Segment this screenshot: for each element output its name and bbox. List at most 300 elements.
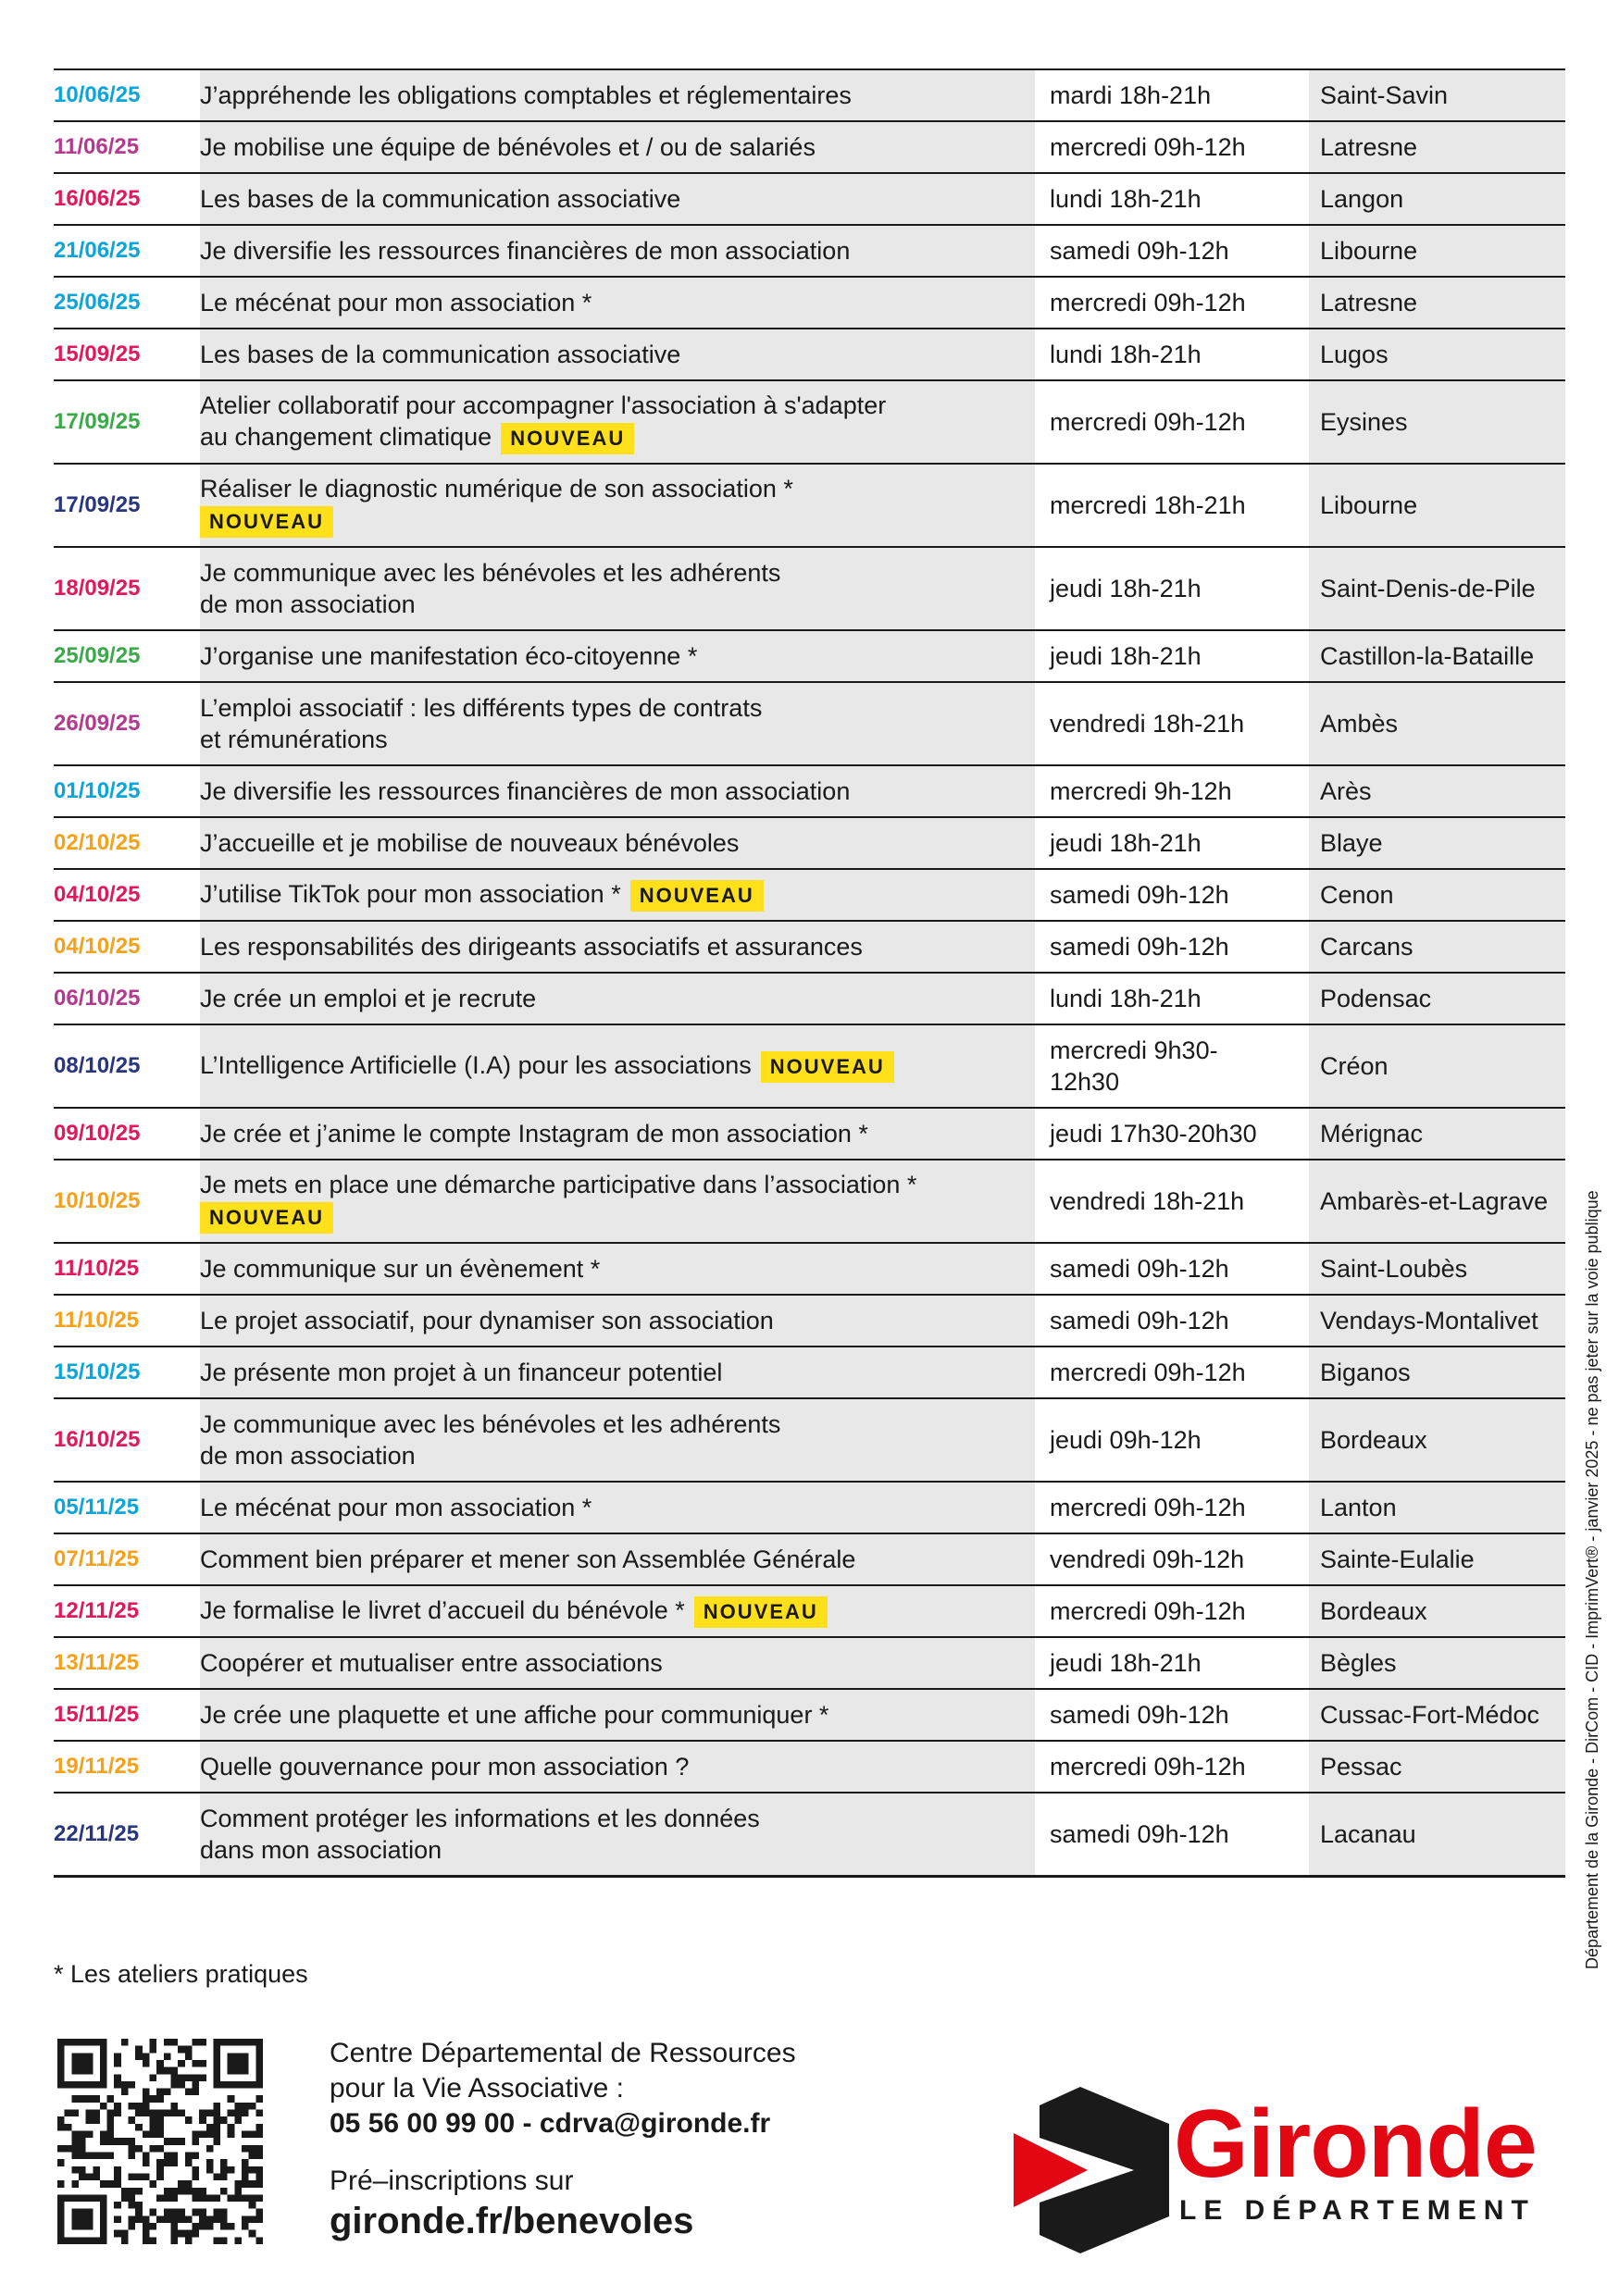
session-place: Libourne <box>1309 465 1565 546</box>
qr-module <box>150 2223 157 2230</box>
qr-module <box>71 2145 79 2153</box>
session-time: jeudi 18h-21h <box>1050 1649 1202 1677</box>
session-title-line2: et rémunérations <box>200 726 388 753</box>
qr-module <box>242 2110 249 2117</box>
qr-module <box>129 2173 136 2180</box>
qr-module <box>71 2095 79 2103</box>
session-title: Le projet associatif, pour dynamiser son association <box>200 1307 774 1334</box>
qr-module <box>79 2095 86 2103</box>
qr-module <box>107 2095 115 2103</box>
session-place: Eysines <box>1309 381 1565 463</box>
qr-module <box>234 2180 242 2188</box>
qr-module <box>192 2039 199 2046</box>
qr-module <box>65 2145 72 2153</box>
session-time: lundi 18h-21h <box>1050 985 1202 1012</box>
qr-module <box>129 2152 136 2159</box>
qr-module <box>192 2081 199 2089</box>
session-time: samedi 09h-12h <box>1050 1701 1229 1729</box>
session-place: Bordeaux <box>1309 1586 1565 1636</box>
table-row <box>54 1688 1565 1740</box>
qr-module <box>170 2110 178 2117</box>
qr-module <box>255 2237 263 2244</box>
qr-module <box>114 2053 121 2060</box>
qr-module <box>255 2215 263 2223</box>
session-title: Le mécénat pour mon association * <box>200 1494 592 1521</box>
session-place: Sainte-Eulalie <box>1309 1534 1565 1584</box>
qr-module <box>192 2166 199 2174</box>
table-row <box>54 1636 1565 1688</box>
table-row <box>54 972 1565 1024</box>
qr-module <box>121 2237 129 2244</box>
session-date: 11/10/25 <box>54 1244 200 1294</box>
qr-module <box>185 2188 193 2195</box>
session-time: jeudi 18h-21h <box>1050 829 1202 857</box>
qr-module <box>170 2209 178 2216</box>
qr-module <box>213 2194 220 2202</box>
qr-module <box>150 2131 157 2139</box>
qr-module <box>143 2110 150 2117</box>
qr-module <box>185 2230 193 2238</box>
qr-module <box>79 2166 86 2174</box>
qr-module <box>150 2209 157 2216</box>
qr-module <box>213 2131 220 2139</box>
qr-module <box>135 2215 143 2223</box>
qr-module <box>135 2103 143 2110</box>
qr-module <box>129 2194 136 2202</box>
session-title-cell <box>200 329 1040 379</box>
qr-module <box>164 2159 171 2166</box>
session-title-cell <box>200 1586 1040 1636</box>
qr-module <box>79 2138 86 2145</box>
qr-module <box>234 2194 242 2202</box>
qr-module <box>178 2046 185 2054</box>
table-row <box>54 1242 1565 1294</box>
session-date: 25/09/25 <box>54 631 200 681</box>
session-time-cell <box>1040 381 1309 463</box>
qr-module <box>93 2173 100 2180</box>
session-place: Mérignac <box>1309 1109 1565 1159</box>
qr-module <box>213 2124 220 2131</box>
qr-module <box>135 2202 143 2209</box>
qr-module <box>206 2131 214 2139</box>
session-place: Ambarès-et-Lagrave <box>1309 1160 1565 1242</box>
qr-module <box>242 2145 249 2153</box>
qr-module <box>71 2110 79 2117</box>
logo-word: Gironde <box>1174 2091 1537 2198</box>
session-time: vendredi 18h-21h <box>1050 710 1245 738</box>
qr-module <box>192 2131 199 2139</box>
table-row <box>54 868 1565 920</box>
session-place: Cussac-Fort-Médoc <box>1309 1690 1565 1740</box>
session-place: Langon <box>1309 174 1565 224</box>
session-time: samedi 09h-12h <box>1050 933 1229 961</box>
qr-module <box>150 2095 157 2103</box>
new-badge: NOUVEAU <box>694 1596 828 1628</box>
schedule-table <box>54 68 1565 1878</box>
qr-module <box>86 2131 93 2139</box>
qr-module <box>170 2215 178 2223</box>
session-title-cell <box>200 122 1040 172</box>
session-time: mercredi 09h-12h <box>1050 289 1246 316</box>
qr-module <box>79 2152 86 2159</box>
session-place: Vendays-Montalivet <box>1309 1296 1565 1346</box>
session-title: Coopérer et mutualiser entre associations <box>200 1649 663 1677</box>
qr-module <box>192 2188 199 2195</box>
session-date: 16/10/25 <box>54 1399 200 1481</box>
session-title: L’Intelligence Artificielle (I.A) pour les associations <box>200 1051 752 1080</box>
qr-module <box>121 2089 129 2096</box>
session-title-line2: de mon association <box>200 1442 416 1470</box>
qr-module <box>164 2152 171 2159</box>
session-title: J’appréhende les obligations comptables et réglementaires <box>200 81 852 109</box>
qr-module <box>57 2159 65 2166</box>
qr-module <box>150 2180 157 2188</box>
qr-module <box>129 2188 136 2195</box>
session-title: Les bases de la communication associative <box>200 185 681 213</box>
qr-module <box>185 2237 193 2244</box>
qr-module <box>234 2237 242 2244</box>
table-row <box>54 1346 1565 1397</box>
qr-module <box>71 2166 79 2174</box>
qr-module <box>192 2060 199 2067</box>
session-place: Bègles <box>1309 1638 1565 1688</box>
qr-module <box>170 2188 178 2195</box>
qr-module <box>170 2074 178 2081</box>
table-row <box>54 276 1565 328</box>
session-time-cell <box>1040 1793 1309 1875</box>
qr-module <box>255 2152 263 2159</box>
qr-module <box>185 2074 193 2081</box>
session-place: Lacanau <box>1309 1793 1565 1875</box>
session-title-cell <box>200 465 1040 546</box>
qr-code[interactable] <box>57 2039 263 2244</box>
session-title: Je présente mon projet à un financeur potentiel <box>200 1359 723 1386</box>
session-time-cell <box>1040 70 1309 120</box>
qr-module <box>213 2215 220 2223</box>
qr-module <box>220 2209 228 2216</box>
session-title: Je diversifie les ressources financières de mon association <box>200 777 851 805</box>
session-time-cell <box>1040 548 1309 629</box>
qr-module <box>234 2103 242 2110</box>
qr-module <box>57 2145 65 2153</box>
table-row <box>54 328 1565 379</box>
new-badge: NOUVEAU <box>200 506 333 538</box>
session-date: 15/11/25 <box>54 1690 200 1740</box>
qr-module <box>199 2110 206 2117</box>
qr-module <box>156 2166 164 2174</box>
qr-module <box>255 2194 263 2202</box>
qr-module <box>93 2110 100 2117</box>
session-date: 07/11/25 <box>54 1534 200 1584</box>
qr-module <box>213 2116 220 2124</box>
table-row <box>54 1740 1565 1792</box>
qr-module <box>150 2237 157 2244</box>
table-row <box>54 1584 1565 1636</box>
session-title: Je mobilise une équipe de bénévoles et / ou de salariés <box>200 133 816 161</box>
qr-module <box>192 2194 199 2202</box>
session-date: 22/11/25 <box>54 1793 200 1875</box>
session-time: jeudi 09h-12h <box>1050 1426 1202 1454</box>
qr-module <box>121 2138 129 2145</box>
qr-module <box>255 2180 263 2188</box>
qr-module <box>114 2180 121 2188</box>
qr-module <box>143 2053 150 2060</box>
table-row <box>54 68 1565 120</box>
qr-module <box>228 2194 235 2202</box>
qr-module <box>150 2074 157 2081</box>
qr-module <box>185 2089 193 2096</box>
table-row <box>54 1024 1565 1107</box>
session-title-cell <box>200 174 1040 224</box>
session-date: 09/10/25 <box>54 1109 200 1159</box>
qr-module <box>150 2039 157 2046</box>
qr-module <box>206 2166 214 2174</box>
contact-phone-email[interactable]: 05 56 00 99 00 - cdrva@gironde.fr <box>330 2108 771 2139</box>
qr-module <box>206 2223 214 2230</box>
session-title-cell <box>200 1244 1040 1294</box>
session-title: Je communique avec les bénévoles et les adhérents <box>200 1410 781 1438</box>
qr-module <box>185 2046 193 2054</box>
session-title-cell <box>200 1638 1040 1688</box>
qr-module <box>185 2152 193 2159</box>
qr-module <box>164 2138 171 2145</box>
table-row <box>54 920 1565 972</box>
qr-module <box>178 2209 185 2216</box>
session-title-cell <box>200 1742 1040 1792</box>
session-title-cell <box>200 1534 1040 1584</box>
session-time: samedi 09h-12h <box>1050 881 1229 909</box>
qr-module <box>150 2110 157 2117</box>
qr-module <box>156 2116 164 2124</box>
qr-module <box>156 2124 164 2131</box>
session-title: Comment protéger les informations et les données <box>200 1805 760 1832</box>
qr-module <box>86 2116 93 2124</box>
qr-module <box>107 2152 115 2159</box>
session-time-cell <box>1040 278 1309 328</box>
qr-module <box>121 2081 129 2089</box>
session-date: 10/06/25 <box>54 70 200 120</box>
session-title: Je communique sur un évènement * <box>200 1255 601 1283</box>
session-date: 25/06/25 <box>54 278 200 328</box>
qr-module <box>206 2194 214 2202</box>
table-row <box>54 1792 1565 1878</box>
session-place: Latresne <box>1309 278 1565 328</box>
qr-module <box>178 2110 185 2117</box>
qr-module <box>156 2131 164 2139</box>
qr-module <box>178 2074 185 2081</box>
session-time-cell <box>1040 1638 1309 1688</box>
qr-module <box>156 2067 164 2075</box>
qr-module <box>135 2188 143 2195</box>
session-time: mercredi 9h-12h <box>1050 777 1232 805</box>
qr-module <box>206 2124 214 2131</box>
qr-module <box>121 2188 129 2195</box>
session-time: mercredi 09h-12h <box>1050 408 1246 436</box>
session-time-cell <box>1040 1025 1309 1107</box>
session-title: Les bases de la communication associative <box>200 341 681 368</box>
qr-module <box>255 2209 263 2216</box>
session-time-cell <box>1040 1347 1309 1397</box>
session-title: J’accueille et je mobilise de nouveaux bénévoles <box>200 829 740 857</box>
qr-module <box>185 2159 193 2166</box>
qr-module <box>121 2039 129 2046</box>
qr-module <box>164 2194 171 2202</box>
session-date: 11/10/25 <box>54 1296 200 1346</box>
new-badge: NOUVEAU <box>630 880 764 912</box>
qr-module <box>220 2116 228 2124</box>
session-title-cell <box>200 1347 1040 1397</box>
qr-module <box>228 2095 235 2103</box>
session-date: 26/09/25 <box>54 683 200 764</box>
qr-module <box>192 2209 199 2216</box>
session-time-cell <box>1040 922 1309 972</box>
session-title-line2: dans mon association <box>200 1836 442 1864</box>
qr-module <box>178 2188 185 2195</box>
session-time: mercredi 09h-12h <box>1050 1494 1246 1521</box>
qr-module <box>199 2188 206 2195</box>
session-place: Libourne <box>1309 226 1565 276</box>
session-title-cell <box>200 683 1040 764</box>
qr-module <box>206 2215 214 2223</box>
qr-module <box>213 2237 220 2244</box>
qr-module <box>164 2089 171 2096</box>
session-time: mardi 18h-21h <box>1050 81 1212 109</box>
qr-module <box>199 2060 206 2067</box>
qr-module <box>242 2173 249 2180</box>
session-time-cell <box>1040 329 1309 379</box>
session-time: vendredi 09h-12h <box>1050 1545 1245 1573</box>
qr-module <box>156 2095 164 2103</box>
qr-module <box>213 2110 220 2117</box>
session-title: Je mets en place une démarche participative dans l’association * <box>200 1170 917 1198</box>
qr-module <box>249 2230 256 2238</box>
qr-module <box>121 2230 129 2238</box>
qr-module <box>242 2194 249 2202</box>
qr-module <box>206 2159 214 2166</box>
qr-module <box>220 2188 228 2195</box>
session-title: Je crée un emploi et je recrute <box>200 985 537 1012</box>
qr-module <box>178 2180 185 2188</box>
session-title-cell <box>200 548 1040 629</box>
qr-module <box>93 2116 100 2124</box>
session-time-cell <box>1040 1244 1309 1294</box>
qr-module <box>220 2159 228 2166</box>
qr-module <box>129 2116 136 2124</box>
qr-module <box>71 2138 79 2145</box>
qr-module <box>143 2089 150 2096</box>
logo-subtitle: LE DÉPARTEMENT <box>1179 2195 1536 2226</box>
session-title: Comment bien préparer et mener son Assemblée Générale <box>200 1545 856 1573</box>
qr-module <box>107 2116 115 2124</box>
qr-module <box>114 2081 121 2089</box>
table-row <box>54 764 1565 816</box>
session-place: Blaye <box>1309 818 1565 868</box>
session-place: Lugos <box>1309 329 1565 379</box>
qr-module <box>199 2223 206 2230</box>
session-time: mercredi 18h-21h <box>1050 491 1246 519</box>
session-title: Je crée et j’anime le compte Instagram de mon association * <box>200 1120 868 1148</box>
qr-module <box>93 2166 100 2174</box>
session-title-cell <box>200 974 1040 1024</box>
session-time: mercredi 09h-12h <box>1050 1359 1246 1386</box>
qr-module <box>255 2173 263 2180</box>
session-place: Créon <box>1309 1025 1565 1107</box>
session-time-cell <box>1040 465 1309 546</box>
qr-module <box>79 2173 86 2180</box>
new-badge: NOUVEAU <box>200 1202 333 1234</box>
qr-module <box>135 2110 143 2117</box>
qr-module <box>192 2230 199 2238</box>
qr-module <box>228 2131 235 2139</box>
session-place: Latresne <box>1309 122 1565 172</box>
session-time: vendredi 18h-21h <box>1050 1187 1245 1215</box>
session-title-cell <box>200 766 1040 816</box>
session-time: jeudi 17h30-20h30 <box>1050 1120 1257 1148</box>
session-date: 04/10/25 <box>54 922 200 972</box>
qr-module <box>220 2173 228 2180</box>
qr-module <box>114 2202 121 2209</box>
session-title: Je formalise le livret d’accueil du bénévole * <box>200 1596 685 1625</box>
contact-line-2: pour la Vie Associative : <box>330 2073 624 2104</box>
session-time-cell <box>1040 1399 1309 1481</box>
qr-module <box>143 2159 150 2166</box>
qr-module <box>65 2124 72 2131</box>
qr-module <box>178 2081 185 2089</box>
session-time-cell <box>1040 1296 1309 1346</box>
qr-module <box>107 2138 115 2145</box>
session-place: Carcans <box>1309 922 1565 972</box>
session-title: L’emploi associatif : les différents types de contrats <box>200 694 763 722</box>
session-time: lundi 18h-21h <box>1050 185 1202 213</box>
table-row <box>54 816 1565 868</box>
qr-module <box>57 2124 65 2131</box>
qr-module <box>86 2173 93 2180</box>
qr-module <box>150 2145 157 2153</box>
session-date: 12/11/25 <box>54 1586 200 1636</box>
qr-module <box>178 2060 185 2067</box>
qr-module <box>199 2074 206 2081</box>
qr-module <box>143 2237 150 2244</box>
qr-module <box>242 2180 249 2188</box>
qr-module <box>143 2103 150 2110</box>
qr-finder <box>228 2053 249 2074</box>
session-time-cell <box>1040 974 1309 1024</box>
qr-module <box>170 2194 178 2202</box>
qr-module <box>234 2110 242 2117</box>
qr-module <box>234 2188 242 2195</box>
table-row <box>54 172 1565 224</box>
qr-module <box>220 2223 228 2230</box>
qr-module <box>170 2103 178 2110</box>
qr-module <box>249 2215 256 2223</box>
session-time-cell <box>1040 631 1309 681</box>
session-time-cell <box>1040 1742 1309 1792</box>
qr-module <box>242 2166 249 2174</box>
qr-module <box>86 2095 93 2103</box>
session-place: Bordeaux <box>1309 1399 1565 1481</box>
session-time: samedi 09h-12h <box>1050 237 1229 265</box>
qr-module <box>242 2131 249 2139</box>
preinscription-url[interactable]: gironde.fr/benevoles <box>330 2201 694 2241</box>
qr-module <box>170 2223 178 2230</box>
qr-module <box>135 2173 143 2180</box>
table-row <box>54 1159 1565 1242</box>
qr-module <box>213 2103 220 2110</box>
qr-module <box>178 2215 185 2223</box>
qr-module <box>170 2230 178 2238</box>
qr-module <box>249 2145 256 2153</box>
qr-module <box>129 2223 136 2230</box>
